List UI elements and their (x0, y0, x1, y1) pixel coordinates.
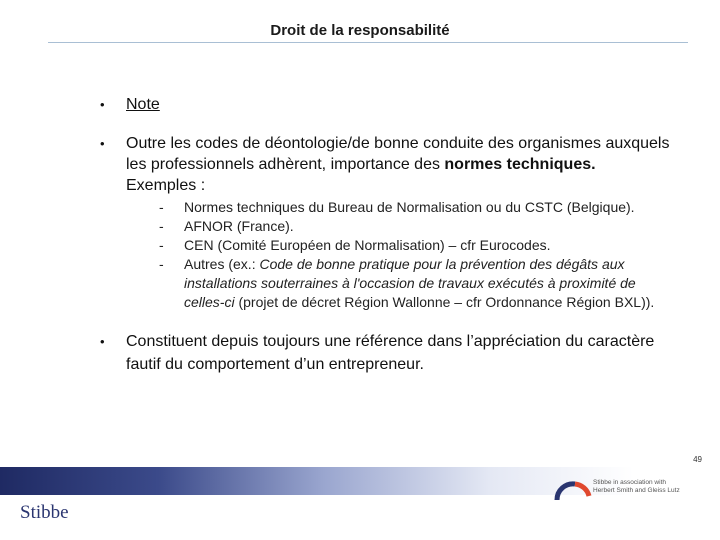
title-divider (48, 42, 688, 43)
bullet-icon: • (100, 97, 105, 112)
stibbe-logo: Stibbe (20, 502, 69, 523)
standards-bold: normes techniques. (444, 156, 596, 173)
arc-logo-icon (553, 478, 593, 504)
bullet-note (100, 94, 680, 115)
examples-list (100, 198, 680, 312)
list-item (159, 198, 680, 217)
list-item-text: AFNOR (France). (184, 218, 294, 234)
note-label: Note (126, 96, 160, 113)
bullet-standards (100, 133, 680, 312)
dash-marker: - (159, 199, 164, 215)
page-number: 49 (693, 455, 702, 464)
bullet-reference (100, 330, 680, 376)
dash-marker: - (159, 237, 164, 253)
standards-text: Outre les codes de déontologie/de bonne conduite des organismes auxquels les professionnels adhèrent, importance des (126, 135, 670, 173)
dash-marker: - (159, 218, 164, 234)
partner-line: Herbert Smith and Gleiss Lutz (593, 487, 680, 494)
list-item-text: CEN (Comité Européen de Normalisation) – cfr Eurocodes. (184, 237, 551, 253)
partner-text (593, 479, 680, 495)
list-item-text: (projet de décret Région Wallonne – cfr Ordonnance Région BXL)). (234, 294, 655, 310)
bullet-icon: • (100, 136, 105, 151)
list-item-text: Normes techniques du Bureau de Normalisation ou du CSTC (Belgique). (184, 199, 635, 215)
page-title: Droit de la responsabilité (270, 22, 450, 39)
dash-marker: - (159, 256, 164, 272)
partner-line: Stibbe in association with (593, 479, 666, 486)
list-item (159, 255, 680, 312)
examples-label: Exemples : (126, 177, 206, 194)
slide-content (100, 94, 680, 376)
reference-text: Constituent depuis toujours une référence dans l’appréciation du caractère fautif du comportement d’un entrepreneur. (126, 333, 655, 373)
partner-logo (553, 474, 713, 524)
bullet-icon: • (100, 334, 105, 349)
list-item (159, 236, 680, 255)
list-item-text: Autres (ex.: (184, 256, 260, 272)
list-item-italic: Code de bonne pratique pour la prévention des dégâts aux installations souterraines à l'occasion de travaux exécutés à proximité de celles-ci (184, 256, 636, 310)
list-item (159, 217, 680, 236)
